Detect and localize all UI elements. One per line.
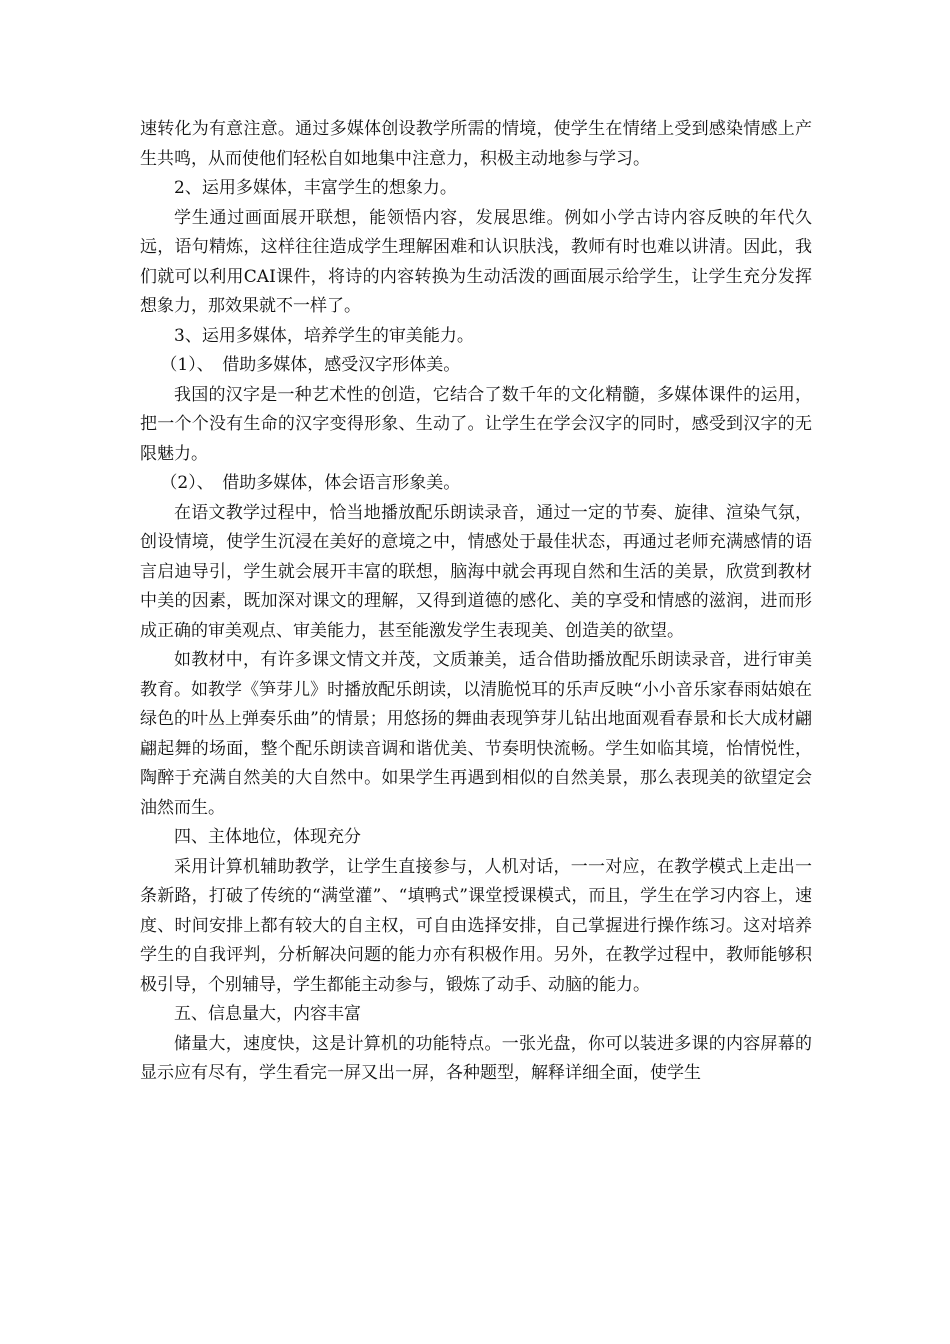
paragraph-example-lesson: 如教材中，有许多课文情文并茂，文质兼美，适合借助播放配乐朗读录音，进行审美教育。如教学《笋芽儿》时播放配乐朗读，以清脆悦耳的乐声反映“小小音乐家春雨姑娘在绿色的叶丛上弹奏乐曲”的情景；用悠扬的舞曲表现笋芽儿钻出地面观看春景和长大成材翩翩起舞的场面，整个配乐朗读音调和谐优美、节奏明快流畅。学生如临其境，怡情悦性，陶醉于充满自然美的大自然中。如果学生再遇到相似的自然美景，那么表现美的欲望定会油然而生。	[140, 650, 812, 818]
heading-section-five: 五、信息量大，内容丰富	[174, 1004, 361, 1024]
subheading-language-beauty: （2）、 借助多媒体，体会语言形象美。	[160, 473, 461, 493]
heading-imagination: 2、运用多媒体，丰富学生的想象力。	[174, 178, 457, 198]
paragraph-imagination: 学生通过画面展开联想，能领悟内容，发展思维。例如小学古诗内容反映的年代久远，语句精炼，这样往往造成学生理解困难和认识肤浅，教师有时也难以讲清。因此，我们就可以利用CAI课件，将诗的内容转换为生动活泼的画面展示给学生，让学生充分发挥想象力，那效果就不一样了。	[140, 207, 812, 316]
document-page	[140, 115, 812, 1089]
paragraph-section-five: 储量大，速度快，这是计算机的功能特点。一张光盘，你可以装进多课的内容屏幕的显示应有尽有，学生看完一屏又出一屏，各种题型，解释详细全面，使学生	[140, 1033, 812, 1083]
heading-aesthetic: 3、运用多媒体，培养学生的审美能力。	[174, 325, 474, 346]
paragraph-language-beauty: 在语文教学过程中，恰当地播放配乐朗读录音，通过一定的节奏、旋律、渲染气氛，创设情境，使学生沉浸在美好的意境之中，情感处于最佳状态，再通过老师充满感情的语言启迪导引，学生就会展开丰富的联想，脑海中就会再现自然和生活的美景，欣赏到教材中美的因素，既加深对课文的理解，又得到道德的感化、美的享受和情感的滋润，进而形成正确的审美观点、审美能力，甚至能激发学生表现美、创造美的欲望。	[140, 502, 812, 641]
heading-section-four: 四、主体地位，体现充分	[174, 827, 361, 847]
subheading-character-beauty: （1）、 借助多媒体，感受汉字形体美。	[160, 355, 461, 375]
paragraph-character-beauty: 我国的汉字是一种艺术性的创造，它结合了数千年的文化精髓，多媒体课件的运用，把一个个没有生命的汉字变得形象、生动了。让学生在学会汉字的同时，感受到汉字的无限魅力。	[140, 384, 812, 464]
paragraph-intro-continuation: 速转化为有意注意。通过多媒体创设教学所需的情境，使学生在情绪上受到感染情感上产生共鸣，从而使他们轻松自如地集中注意力，积极主动地参与学习。	[140, 119, 812, 169]
paragraph-section-four: 采用计算机辅助教学，让学生直接参与，人机对话，一一对应，在教学模式上走出一条新路，打破了传统的“满堂灌”、“填鸭式”课堂授课模式，而且，学生在学习内容上，速度、时间安排上都有较大的自主权，可自由选择安排，自己掌握进行操作练习。这对培养学生的自我评判，分析解决问题的能力亦有积极作用。另外，在教学过程中，教师能够积极引导，个别辅导，学生都能主动参与，锻炼了动手、动脑的能力。	[140, 856, 812, 995]
